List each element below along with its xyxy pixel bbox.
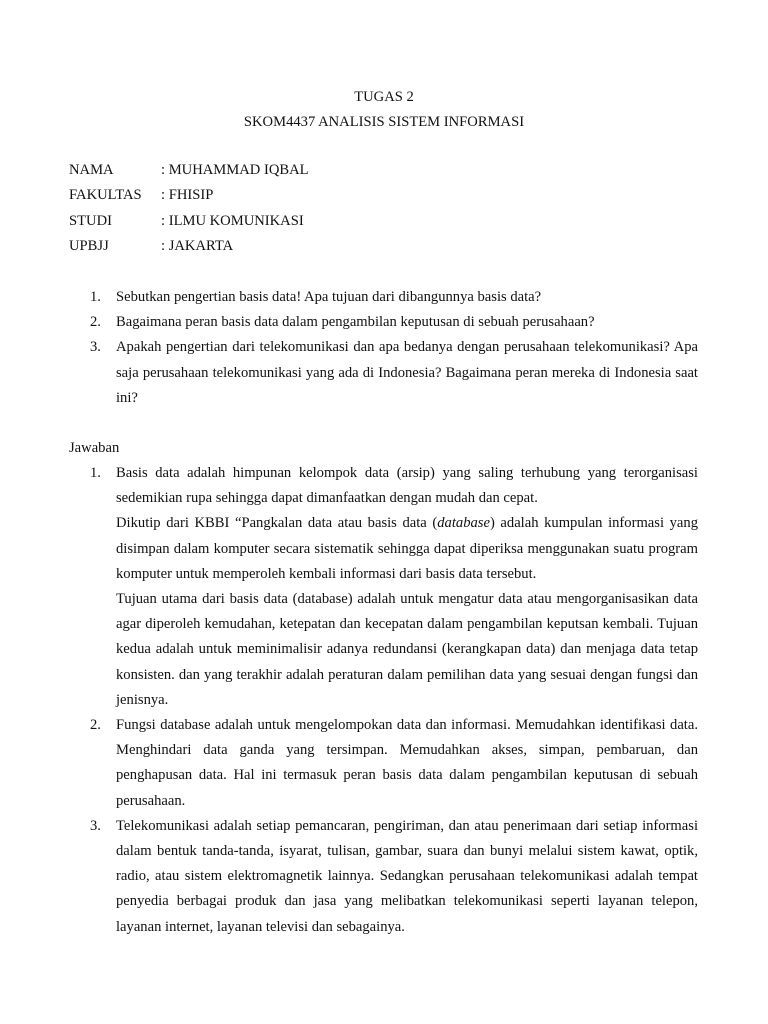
question-item — [90, 310, 698, 335]
answer-number: 3. — [90, 817, 101, 834]
answer-list — [90, 461, 698, 940]
answers-heading: Jawaban — [69, 440, 120, 456]
info-row-fakultas — [69, 183, 309, 208]
student-info — [69, 158, 309, 259]
answer-paragraph: Telekomunikasi adalah setiap pemancaran, pengiriman, dan atau penerimaan dari setiap informasi dalam bentuk tanda-tanda, isyarat, tulisan, gambar, suara dan bunyi melalui sistem kawat, optik, radio, atau sistem elektromagnetik lainnya. Sedangkan perusahaan telekomunikasi adalah tempat penyedia berbagai produk dan jasa yang melibatkan telekomunikasi seperti layanan telepon, layanan internet, layanan televisi dan sebagainya. — [116, 817, 698, 935]
info-value: : FHISIP — [161, 187, 214, 204]
answer-paragraph: Fungsi database adalah untuk mengelompokan data dan informasi. Memudahkan identifikasi data. Menghindari data ganda yang tersimpan. Memudahkan akses, simpan, pembaruan, dan penghapusan data. Hal ini termasuk peran basis data dalam pengambilan keputusan di sebuah perusahaan. — [116, 717, 698, 809]
info-label: UPBJJ — [69, 237, 109, 254]
question-text: Apakah pengertian dari telekomunikasi dan apa bedanya dengan perusahaan telekomunikasi? Apa saja perusahaan telekomunikasi yang ada di Indonesia? Bagaimana peran mereka di Indonesia saat ini? — [116, 339, 698, 406]
question-number: 1. — [90, 289, 101, 305]
answer-paragraph: Tujuan utama dari basis data (database) adalah untuk mengatur data atau mengorganisasikan data agar diperoleh kemudahan, ketepatan dan kecepatan dalam pengambilan keputsan kembali. Tujuan kedua adalah untuk meminimalisir adanya redundansi (kerangkapan data) dan menjaga data tetap konsisten. dan yang terakhir adalah peraturan dalam pemilihan data yang sesuai dengan fungsi dan jenisnya. — [116, 591, 698, 708]
info-label: NAMA — [69, 162, 114, 178]
info-row-nama — [69, 158, 309, 183]
answer-number: 1. — [90, 465, 101, 481]
info-label: FAKULTAS — [69, 187, 142, 204]
answer-text: Dikutip dari KBBI “Pangkalan data atau basis data ( — [116, 515, 438, 532]
info-row-studi — [69, 209, 309, 234]
info-value: : JAKARTA — [161, 237, 234, 254]
answer-paragraph: Basis data adalah himpunan kelompok data (arsip) yang saling terhubung yang terorganisasi sedemikian rupa sehingga dapat dimanfaatkan dengan mudah dan cepat. — [116, 465, 698, 507]
answer-italic-term: database — [437, 515, 490, 532]
info-value: : MUHAMMAD IQBAL — [161, 162, 309, 178]
answer-number: 2. — [90, 717, 101, 734]
question-number: 3. — [90, 339, 101, 356]
answer-item — [90, 461, 698, 713]
answer-paragraph — [116, 511, 698, 587]
question-text: Bagaimana peran basis data dalam pengambilan keputusan di sebuah perusahaan? — [116, 314, 595, 331]
course-title: SKOM4437 ANALISIS SISTEM INFORMASI — [243, 114, 525, 130]
info-row-upbjj — [69, 234, 309, 259]
question-number: 2. — [90, 314, 101, 331]
document-title: TUGAS 2 — [354, 89, 414, 105]
question-item — [90, 285, 698, 310]
question-item — [90, 335, 698, 411]
info-label: STUDI — [69, 212, 112, 229]
answer-item — [90, 814, 698, 940]
question-list — [90, 285, 698, 411]
info-value: : ILMU KOMUNIKASI — [161, 212, 304, 229]
question-text: Sebutkan pengertian basis data! Apa tujuan dari dibangunnya basis data? — [116, 289, 542, 305]
answer-item — [90, 713, 698, 814]
answer-text: ) adalah kumpulan informasi yang disimpan dalam komputer secara sistematik sehingga dapat diperiksa menggunakan suatu program komputer untuk memperoleh kembali informasi dari basis data tersebut. — [116, 515, 698, 582]
